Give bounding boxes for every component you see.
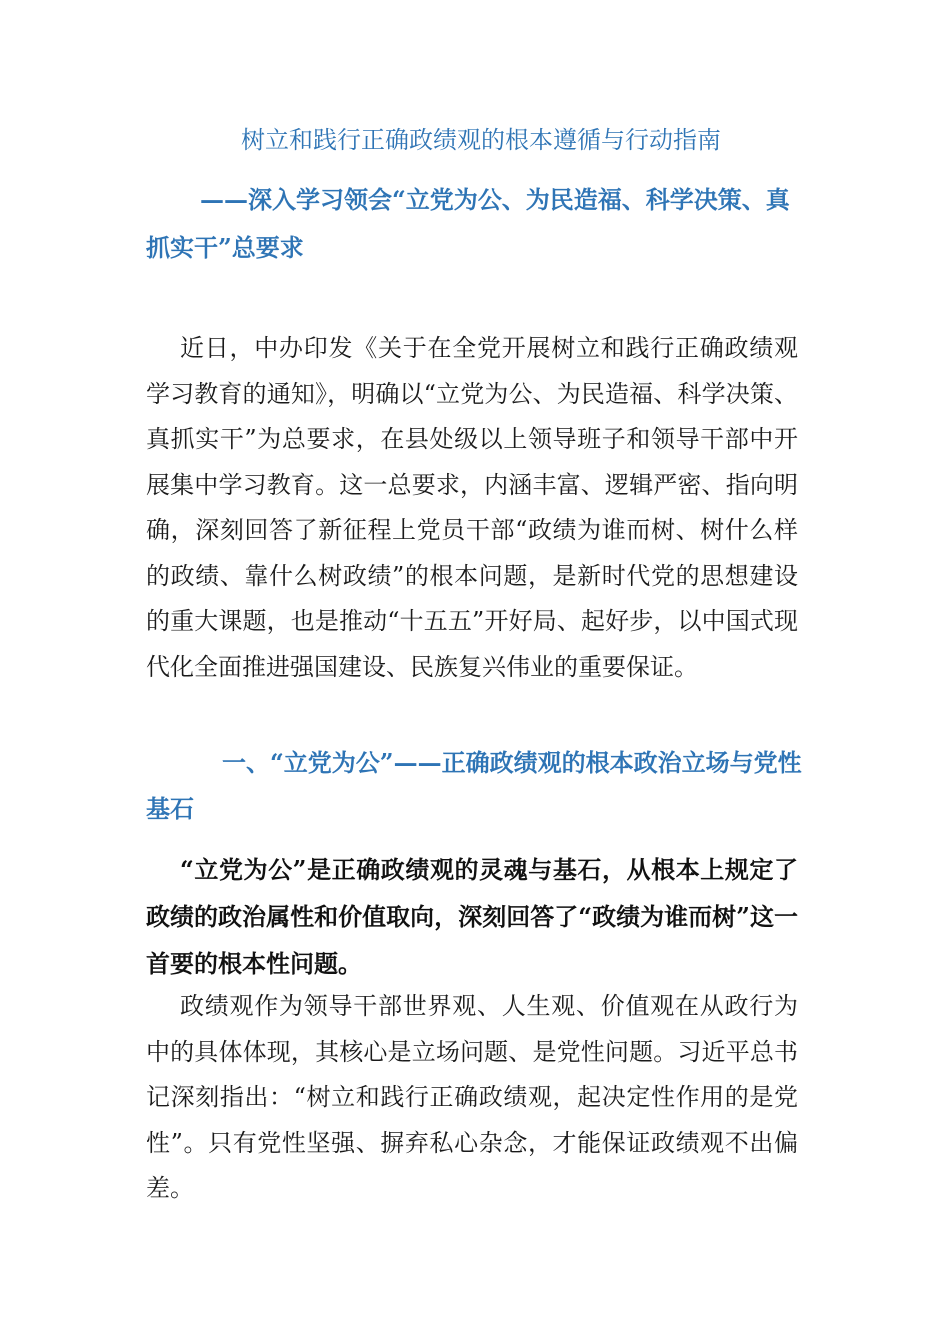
document-subtitle: ——深入学习领会“立党为公、为民造福、科学决策、真抓实干”总要求	[146, 185, 790, 262]
intro-paragraph: 近日，中办印发《关于在全党开展树立和践行正确政绩观学习教育的通知》，明确以“立党为公、为民造福、科学决策、真抓实干”为总要求，在县处级以上领导班子和领导干部中开展集中学习教育。这一总要求，内涵丰富、逻辑严密、指向明确，深刻回答了新征程上党员干部“政绩为谁而树、树什么样的政绩、靠什么树政绩”的根本问题，是新时代党的思想建设的重大课题，也是推动“十五五”开好局、起好步，以中国式现代化全面推进强国建设、民族复兴伟业的重要保证。	[146, 334, 798, 681]
section-1-lead: “立党为公”是正确政绩观的灵魂与基石，从根本上规定了政绩的政治属性和价值取向，深刻回答了“政绩为谁而树”这一首要的根本性问题。	[146, 855, 798, 978]
section-1-paragraph: 政绩观作为领导干部世界观、人生观、价值观在从政行为中的具体体现，其核心是立场问题、是党性问题。习近平总书记深刻指出：“树立和践行正确政绩观，起决定性作用的是党性”。只有党性坚强、摒弃私心杂念，才能保证政绩观不出偏差。	[146, 992, 798, 1202]
section-1-heading: 一、“立党为公”——正确政绩观的根本政治立场与党性基石	[146, 748, 802, 823]
document-title: 树立和践行正确政绩观的根本遵循与行动指南	[241, 126, 721, 154]
